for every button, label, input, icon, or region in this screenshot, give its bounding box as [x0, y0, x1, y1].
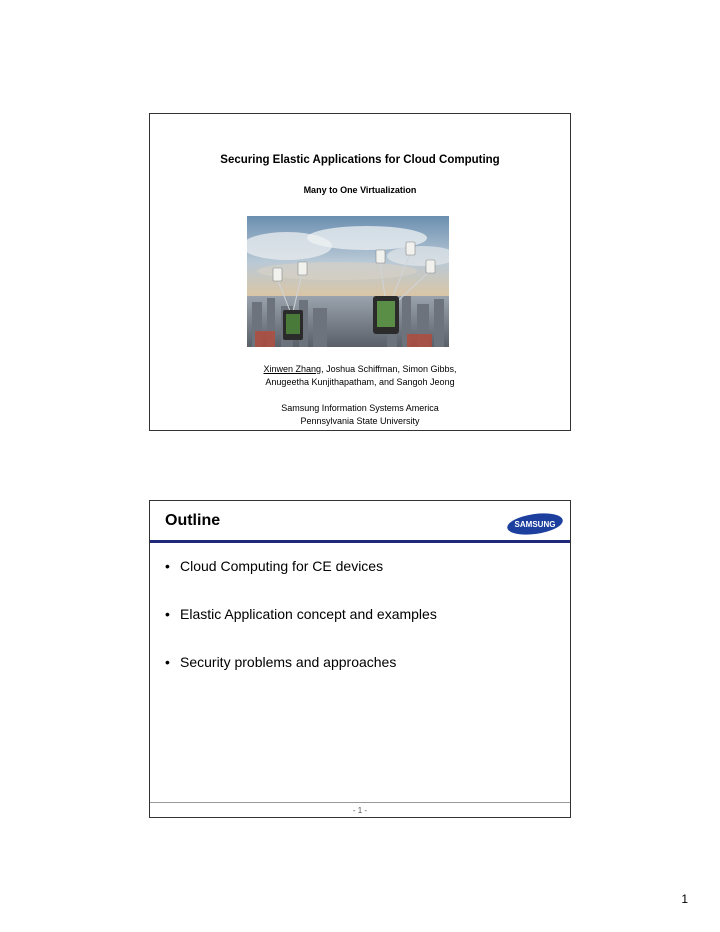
lead-author: Xinwen Zhang [263, 364, 322, 374]
list-item: • Security problems and approaches [165, 654, 397, 670]
outline-list [165, 558, 437, 702]
affiliation-1: Samsung Information Systems America [281, 403, 439, 413]
samsung-logo [506, 512, 564, 536]
list-item: • Elastic Application concept and examples [165, 606, 437, 622]
page-number: 1 [681, 892, 688, 906]
slide-subtitle: Many to One Virtualization [303, 185, 417, 195]
list-item: • Cloud Computing for CE devices [165, 558, 384, 574]
affiliation-2: Pennsylvania State University [300, 416, 420, 426]
slide-title: Outline [165, 512, 221, 529]
svg-text:SAMSUNG: SAMSUNG [514, 520, 556, 529]
bullet-icon: • [165, 558, 170, 574]
authors-line1-rest: , Joshua Schiffman, Simon Gibbs, [321, 364, 457, 374]
title-slide [149, 113, 571, 431]
slide-page-label: - 1 - [352, 806, 368, 815]
cloud-devices-image [247, 216, 449, 347]
affiliations [150, 402, 570, 428]
bullet-icon: • [165, 654, 170, 670]
title-rule [150, 540, 570, 543]
slide-title: Securing Elastic Applications for Cloud Computing [220, 154, 500, 166]
footer-divider [150, 802, 570, 803]
authors [150, 363, 570, 389]
outline-slide [149, 500, 571, 818]
authors-line2: Anugeetha Kunjithapatham, and Sangoh Jeong [265, 377, 455, 387]
bullet-icon: • [165, 606, 170, 622]
